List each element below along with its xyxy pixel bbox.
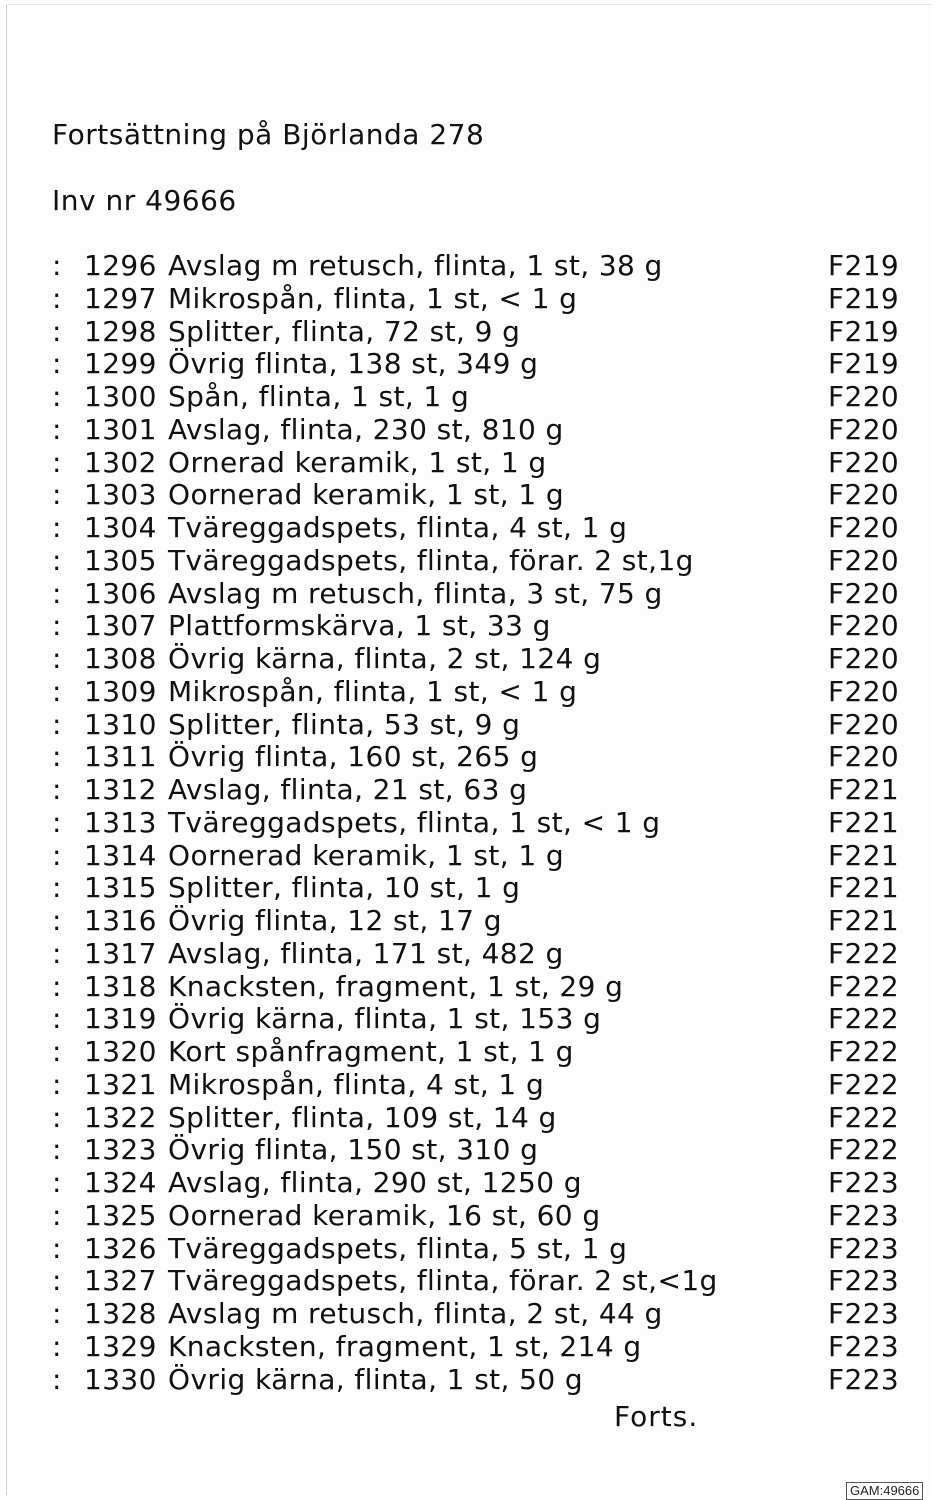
item-description: Övrig flinta, 150 st, 310 g [168, 1133, 539, 1167]
item-description: Övrig flinta, 12 st, 17 g [168, 904, 502, 937]
item-code: F219 [828, 347, 900, 381]
list-item [52, 1069, 912, 1102]
item-number: 1317 [84, 936, 157, 970]
list-item [52, 447, 912, 480]
item-description: Oornerad keramik, 16 st, 60 g [168, 1198, 601, 1232]
item-code: F223 [828, 1166, 900, 1199]
item-number: 1306 [84, 576, 157, 610]
item-number: 1328 [84, 1297, 157, 1330]
list-item [52, 610, 912, 643]
separator: : [52, 609, 62, 643]
item-number: 1305 [84, 543, 157, 577]
item-description: Mikrospån, flinta, 4 st, 1 g [168, 1067, 545, 1101]
item-number: 1302 [84, 445, 157, 479]
separator: : [52, 1198, 62, 1232]
item-code: F220 [828, 609, 900, 643]
item-description: Tväreggadspets, flinta, förar. 2 st,<1g [168, 1264, 718, 1298]
item-code: F220 [828, 380, 900, 413]
item-number: 1313 [84, 805, 157, 839]
page-title: Fortsättning på Björlanda 278 [52, 118, 485, 151]
item-code: F223 [828, 1198, 900, 1232]
separator: : [52, 740, 62, 774]
item-description: Avslag, flinta, 21 st, 63 g [168, 773, 528, 806]
item-code: F220 [828, 478, 900, 512]
separator: : [52, 347, 62, 381]
list-item [52, 545, 912, 578]
item-code: F222 [828, 969, 900, 1003]
item-number: 1307 [84, 609, 157, 643]
separator: : [52, 838, 62, 872]
list-item [52, 512, 912, 545]
item-description: Avslag, flinta, 230 st, 810 g [168, 412, 564, 446]
separator: : [52, 380, 62, 413]
item-number: 1311 [84, 740, 157, 774]
item-description: Knacksten, fragment, 1 st, 214 g [168, 1329, 642, 1363]
item-description: Plattformskärva, 1 st, 33 g [168, 609, 551, 643]
item-number: 1303 [84, 478, 157, 512]
find-list [52, 250, 912, 1396]
list-item [52, 1167, 912, 1200]
separator: : [52, 281, 62, 315]
list-item [52, 774, 912, 807]
item-code: F222 [828, 1002, 900, 1036]
separator: : [52, 1067, 62, 1101]
item-code: F219 [828, 249, 900, 282]
list-item [52, 1200, 912, 1233]
item-number: 1297 [84, 281, 157, 315]
list-item [52, 938, 912, 971]
item-code: F221 [828, 805, 900, 839]
item-code: F223 [828, 1231, 900, 1265]
item-description: Avslag m retusch, flinta, 3 st, 75 g [168, 576, 663, 610]
item-number: 1323 [84, 1133, 157, 1167]
list-item [52, 1364, 912, 1397]
item-description: Tväreggadspets, flinta, 5 st, 1 g [168, 1231, 628, 1265]
separator: : [52, 1297, 62, 1330]
inventory-number: Inv nr 49666 [52, 184, 237, 217]
list-item [52, 676, 912, 709]
item-description: Splitter, flinta, 53 st, 9 g [168, 707, 521, 741]
item-description: Ornerad keramik, 1 st, 1 g [168, 445, 547, 479]
item-number: 1298 [84, 314, 157, 348]
item-number: 1319 [84, 1002, 157, 1036]
item-code: F220 [828, 707, 900, 741]
list-item [52, 709, 912, 742]
item-code: F220 [828, 511, 900, 544]
item-code: F220 [828, 543, 900, 577]
item-description: Splitter, flinta, 109 st, 14 g [168, 1100, 557, 1134]
list-item [52, 643, 912, 676]
item-number: 1310 [84, 707, 157, 741]
item-number: 1330 [84, 1362, 157, 1396]
item-description: Spån, flinta, 1 st, 1 g [168, 380, 470, 413]
separator: : [52, 904, 62, 937]
item-code: F220 [828, 412, 900, 446]
list-item [52, 840, 912, 873]
separator: : [52, 1329, 62, 1363]
item-description: Oornerad keramik, 1 st, 1 g [168, 838, 565, 872]
separator: : [52, 1002, 62, 1036]
item-number: 1322 [84, 1100, 157, 1134]
item-description: Knacksten, fragment, 1 st, 29 g [168, 969, 624, 1003]
separator: : [52, 871, 62, 905]
item-code: F220 [828, 740, 900, 774]
item-number: 1312 [84, 773, 157, 806]
item-description: Splitter, flinta, 10 st, 1 g [168, 871, 521, 905]
item-description: Tväreggadspets, flinta, 1 st, < 1 g [168, 805, 661, 839]
separator: : [52, 773, 62, 806]
item-code: F223 [828, 1264, 900, 1298]
list-item [52, 872, 912, 905]
item-number: 1318 [84, 969, 157, 1003]
item-description: Övrig kärna, flinta, 2 st, 124 g [168, 642, 602, 675]
item-code: F223 [828, 1297, 900, 1330]
list-item [52, 807, 912, 840]
list-item [52, 316, 912, 349]
separator: : [52, 1100, 62, 1134]
item-code: F220 [828, 642, 900, 675]
item-number: 1325 [84, 1198, 157, 1232]
separator: : [52, 1166, 62, 1199]
separator: : [52, 445, 62, 479]
item-number: 1329 [84, 1329, 157, 1363]
list-item [52, 741, 912, 774]
item-number: 1327 [84, 1264, 157, 1298]
list-item [52, 1265, 912, 1298]
item-description: Avslag, flinta, 171 st, 482 g [168, 936, 564, 970]
item-description: Övrig flinta, 160 st, 265 g [168, 740, 539, 774]
separator: : [52, 576, 62, 610]
item-description: Övrig flinta, 138 st, 349 g [168, 347, 539, 381]
item-code: F219 [828, 281, 900, 315]
item-number: 1296 [84, 249, 157, 282]
separator: : [52, 543, 62, 577]
item-code: F222 [828, 1035, 900, 1068]
item-code: F222 [828, 1067, 900, 1101]
item-number: 1309 [84, 674, 157, 708]
item-code: F220 [828, 445, 900, 479]
separator: : [52, 511, 62, 544]
continued-note: Forts. [614, 1400, 699, 1433]
item-code: F223 [828, 1362, 900, 1396]
item-description: Avslag m retusch, flinta, 1 st, 38 g [168, 249, 663, 282]
list-item [52, 381, 912, 414]
item-description: Tväreggadspets, flinta, förar. 2 st,1g [168, 543, 694, 577]
separator: : [52, 969, 62, 1003]
list-item [52, 479, 912, 512]
list-item [52, 348, 912, 381]
item-code: F221 [828, 904, 900, 937]
item-description: Mikrospån, flinta, 1 st, < 1 g [168, 281, 578, 315]
list-item [52, 1036, 912, 1069]
separator: : [52, 249, 62, 282]
item-number: 1308 [84, 642, 157, 675]
item-code: F223 [828, 1329, 900, 1363]
separator: : [52, 674, 62, 708]
list-item [52, 283, 912, 316]
archive-stamp: GAM:49666 [846, 1482, 923, 1500]
separator: : [52, 478, 62, 512]
item-code: F221 [828, 773, 900, 806]
item-code: F221 [828, 838, 900, 872]
item-description: Oornerad keramik, 1 st, 1 g [168, 478, 565, 512]
separator: : [52, 707, 62, 741]
separator: : [52, 642, 62, 675]
item-number: 1300 [84, 380, 157, 413]
item-number: 1321 [84, 1067, 157, 1101]
item-number: 1299 [84, 347, 157, 381]
item-description: Övrig kärna, flinta, 1 st, 153 g [168, 1002, 602, 1036]
separator: : [52, 1035, 62, 1068]
separator: : [52, 1362, 62, 1396]
item-description: Övrig kärna, flinta, 1 st, 50 g [168, 1362, 584, 1396]
separator: : [52, 314, 62, 348]
separator: : [52, 412, 62, 446]
item-number: 1320 [84, 1035, 157, 1068]
item-number: 1315 [84, 871, 157, 905]
item-code: F222 [828, 1100, 900, 1134]
item-code: F221 [828, 871, 900, 905]
list-item [52, 905, 912, 938]
separator: : [52, 936, 62, 970]
separator: : [52, 805, 62, 839]
item-code: F220 [828, 576, 900, 610]
item-description: Kort spånfragment, 1 st, 1 g [168, 1035, 574, 1068]
item-number: 1326 [84, 1231, 157, 1265]
item-description: Mikrospån, flinta, 1 st, < 1 g [168, 674, 578, 708]
item-number: 1314 [84, 838, 157, 872]
list-item [52, 1102, 912, 1135]
list-item [52, 971, 912, 1004]
item-number: 1304 [84, 511, 157, 544]
separator: : [52, 1133, 62, 1167]
list-item [52, 1331, 912, 1364]
item-number: 1316 [84, 904, 157, 937]
list-item [52, 1233, 912, 1266]
list-item [52, 250, 912, 283]
item-description: Tväreggadspets, flinta, 4 st, 1 g [168, 511, 628, 544]
item-description: Splitter, flinta, 72 st, 9 g [168, 314, 521, 348]
separator: : [52, 1231, 62, 1265]
item-code: F219 [828, 314, 900, 348]
item-description: Avslag, flinta, 290 st, 1250 g [168, 1166, 582, 1199]
list-item [52, 414, 912, 447]
item-code: F222 [828, 1133, 900, 1167]
list-item [52, 1003, 912, 1036]
list-item [52, 578, 912, 611]
item-number: 1301 [84, 412, 157, 446]
list-item [52, 1134, 912, 1167]
item-description: Avslag m retusch, flinta, 2 st, 44 g [168, 1297, 663, 1330]
item-code: F222 [828, 936, 900, 970]
list-item [52, 1298, 912, 1331]
separator: : [52, 1264, 62, 1298]
item-code: F220 [828, 674, 900, 708]
item-number: 1324 [84, 1166, 157, 1199]
